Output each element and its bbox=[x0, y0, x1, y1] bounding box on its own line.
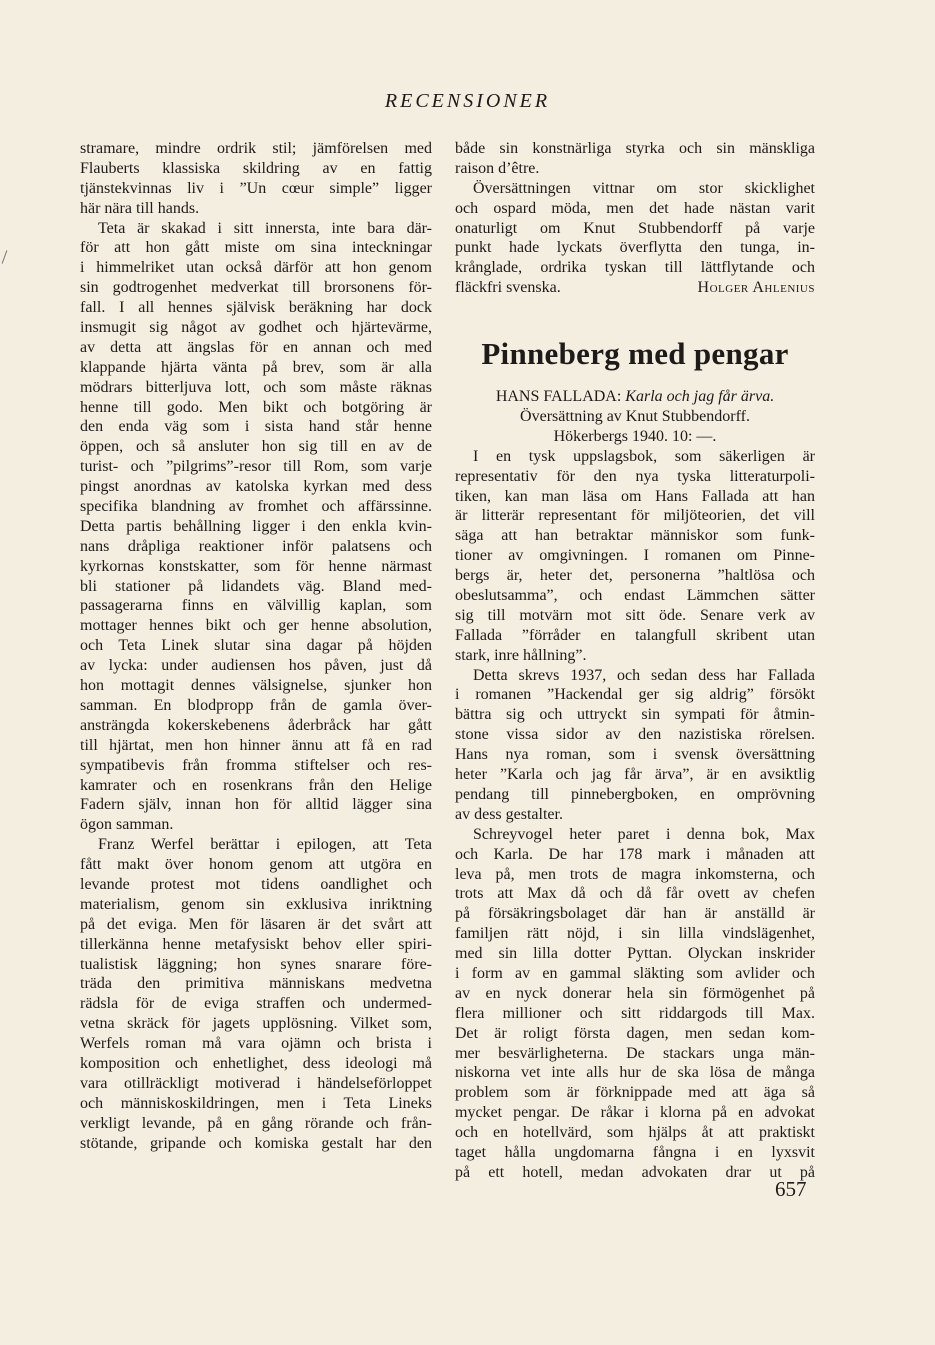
text-line: trots att Max då och då får ovett av chefen bbox=[455, 885, 815, 903]
text-line: problem som är förknippade med att äga så bbox=[455, 1084, 815, 1102]
review-body bbox=[455, 447, 815, 1183]
text-line: tualistisk läggning; hon synes snarare före- bbox=[80, 955, 432, 973]
text-line: på det eviga. Men för läsaren är det svårt att bbox=[80, 915, 432, 933]
text-line: familjen rätt nöjd, i sin lilla vindslägenhet, bbox=[455, 925, 815, 943]
text-line: punkt hade lyckats överflytta den tunga, in- bbox=[455, 239, 815, 257]
text-line: mottager hennes bikt och ger henne absolution, bbox=[80, 617, 432, 635]
byline-publisher: Hökerbergs 1940. 10: —. bbox=[553, 427, 717, 445]
text-line: Det är roligt första dagen, men sedan kom- bbox=[455, 1024, 815, 1042]
text-line: rädsla för de eviga straffen och undermed- bbox=[80, 995, 432, 1013]
text-line: raison d’être. bbox=[455, 159, 540, 177]
text-line: Fadern själv, innan hon för alltid lägger sina bbox=[80, 796, 432, 814]
text-line: stone vissa sidor av den nazistiska rörelsen. bbox=[455, 726, 815, 744]
text-line: leva på, men trots de magra inkomsterna, och bbox=[455, 865, 815, 883]
paragraph bbox=[455, 179, 815, 298]
paragraph bbox=[80, 139, 432, 219]
text-line: kamrater och en rosenkrans från den Helige bbox=[80, 776, 432, 794]
text-line: obeslutsamma”, och endast Lämmchen sätter bbox=[455, 587, 815, 605]
previous-review-ending bbox=[455, 139, 815, 298]
byline-translation: Översättning av Knut Stubbendorff. bbox=[520, 408, 750, 426]
text-line: levande protest mot tidens oandlighet och bbox=[80, 875, 432, 893]
text-line: stark, inre hållning”. bbox=[455, 646, 587, 664]
text-line: stötande, gripande och komiska gestalt har den bbox=[80, 1134, 432, 1152]
text-line: Översättningen vittnar om stor skicklighet bbox=[473, 179, 815, 197]
text-line: den enda väg som i sista hand står henne bbox=[80, 418, 432, 436]
review-byline bbox=[455, 387, 815, 447]
author-signature: Holger Ahlenius bbox=[697, 279, 815, 297]
text-line: heter ”Karla och jag får ärva”, är en avsiktlig bbox=[455, 766, 815, 784]
paragraph bbox=[455, 139, 815, 179]
text-line: och människoskildringen, men i Teta Lineks bbox=[80, 1094, 432, 1112]
text-line: av dess gestalter. bbox=[455, 805, 563, 823]
text-line: henne till godo. Men bikt och botgöring är bbox=[80, 398, 432, 416]
text-line: mödrars bitterljuva lott, och som måste räknas bbox=[80, 378, 432, 396]
paragraph bbox=[455, 447, 815, 666]
byline-book-title: Karla och jag får ärva. bbox=[625, 388, 775, 406]
text-line: på ett hotell, medan advokaten drar ut på bbox=[455, 1163, 815, 1181]
text-line: vara otillräckligt motiverad i händelseförloppet bbox=[80, 1074, 432, 1092]
text-line: Franz Werfel berättar i epilogen, att Teta bbox=[98, 836, 432, 854]
text-line: niskorna vet inte alls hur de ska lösa de många bbox=[455, 1064, 815, 1082]
text-line: tiken, kan man läsa om Hans Fallada att han bbox=[455, 487, 815, 505]
text-line: Flauberts klassiska skildring av en fattig bbox=[80, 159, 432, 177]
text-line: Werfels roman må vara ojämn och brista i bbox=[80, 1035, 432, 1053]
text-line: och Teta Linek slutar sina dagar på höjden bbox=[80, 637, 432, 655]
text-line: kyrkornas konstskatter, som för henne närmast bbox=[80, 557, 432, 575]
text-line: fått makt över honom genom att utgöra en bbox=[80, 856, 432, 874]
text-line: i romanen ”Hackendal ger sig aldrig” försökt bbox=[455, 686, 815, 704]
text-line: samman. En blodpropp från de gamla över- bbox=[80, 696, 432, 714]
text-line: ögon samman. bbox=[80, 816, 174, 834]
text-line: sin godtrogenhet medverkat till brorsonens för- bbox=[80, 279, 432, 297]
text-line: insmugit sig något av godhet och hjärtevärme, bbox=[80, 319, 432, 337]
byline-author: HANS FALLADA: bbox=[495, 388, 622, 406]
text-line: säga att han betraktar människor som funk- bbox=[455, 527, 815, 545]
text-line: stramare, mindre ordrik stil; jämförelsen med bbox=[80, 140, 432, 157]
text-line: materialism, genom sin exklusiva inriktning bbox=[80, 895, 432, 913]
text-line: mer besvärligheterna. De stackars unga män- bbox=[455, 1044, 815, 1062]
text-line: och ospard möda, men det hade nästan varit bbox=[455, 199, 815, 217]
text-line: bli stationer på lidandets väg. Bland med- bbox=[80, 577, 432, 595]
text-line: taget hålla ungdomarna fångna i en lyxsvit bbox=[455, 1143, 815, 1161]
text-line: av lycka: under audiensen hos påven, just då bbox=[80, 657, 432, 675]
text-line: klappande hjärta vänta på brev, som är alla bbox=[80, 358, 432, 376]
text-line: Detta skrevs 1937, och sedan dess har Fallada bbox=[473, 666, 815, 684]
margin-mark bbox=[2, 250, 8, 263]
paragraph bbox=[455, 825, 815, 1183]
text-line: nans dråpliga reaktioner inför palatsens och bbox=[80, 537, 432, 555]
text-line: är litterär representant för miljöteorien, det vill bbox=[455, 507, 815, 525]
text-line: av detta att ängslas för en annan och med bbox=[80, 338, 432, 356]
text-line: Fallada ”förråder en talangfull skribent utan bbox=[455, 626, 815, 644]
text-line: pendang till pinnebergboken, en omprövning bbox=[455, 785, 815, 803]
text-line: fall. I all hennes självisk beräkning har dock bbox=[80, 299, 432, 317]
text-line: turist- och ”pilgrims”-resor till Rom, som varje bbox=[80, 458, 432, 476]
text-line: sympatibevis från fromma stiftelser och res- bbox=[80, 756, 432, 774]
text-line: vetna skräck för jagets upplösning. Vilket som, bbox=[80, 1015, 432, 1033]
text-line: Teta är skakad i sitt innersta, inte bara där- bbox=[98, 219, 432, 237]
text-line: krånglade, ordrika tyskan till lättflytande och bbox=[455, 259, 815, 277]
text-line: komposition och enhetlighet, dess ideologi må bbox=[80, 1054, 432, 1072]
text-line: för att hon gått miste om sina inteckningar bbox=[80, 239, 432, 257]
text-line: med sin lilla dotter Pyttan. Olyckan inskrider bbox=[455, 945, 815, 963]
paragraph bbox=[80, 835, 432, 1153]
text-line: i himmelriket utan också därför att hon genom bbox=[80, 259, 432, 277]
text-line: av en nyck donerar hela sin förmögenhet på bbox=[455, 984, 815, 1002]
text-line: tioner av omgivningen. I romanen om Pinne- bbox=[455, 547, 815, 565]
text-line: ansträngda kokerskebenens åderbråck har gått bbox=[80, 716, 432, 734]
text-line: tillerkänna henne metafysiskt behov eller spiri- bbox=[80, 935, 432, 953]
text-line: Schreyvogel heter paret i denna bok, Max bbox=[473, 825, 815, 843]
paragraph bbox=[455, 666, 815, 825]
text-line: bergs är, heter det, personerna ”haltlösa och bbox=[455, 567, 815, 585]
text-line: hon mottagit dennes välsignelse, sjunker hon bbox=[80, 677, 432, 695]
text-line: specifika blandning av fromhet och affärssinne. bbox=[80, 498, 432, 516]
text-line: Hans nya roman, som i svensk översättning bbox=[455, 746, 815, 764]
text-line: här nära till hands. bbox=[80, 199, 200, 217]
text-line: både sin konstnärliga styrka och sin mänskliga bbox=[455, 140, 815, 157]
text-line: öppen, och så ansluter hon sig till en av de bbox=[80, 438, 432, 456]
text-line: pingst anordnas av katolska kyrkan med dess bbox=[80, 478, 432, 496]
text-line: och Karla. De har 178 mark i månaden att bbox=[455, 845, 815, 863]
text-line: passagerarna finns en välvillig kaplan, som bbox=[80, 597, 432, 615]
right-column bbox=[455, 139, 815, 1183]
running-head: RECENSIONER bbox=[384, 90, 551, 112]
text-line: på försäkringsbolaget där han är anställd är bbox=[455, 905, 815, 923]
text-line: flera millioner och sitt riddargods till Max. bbox=[455, 1004, 815, 1022]
text-line: i form av en gammal släkting som avlider och bbox=[455, 964, 815, 982]
text-line: sig till motvärn mot sitt öde. Senare verk av bbox=[455, 606, 815, 624]
text-line: verkligt levande, på en gång rörande och från- bbox=[80, 1114, 432, 1132]
text-line: till hjärtat, men hon hinner ännu att få en rad bbox=[80, 736, 432, 754]
text-line bbox=[455, 278, 815, 298]
left-column bbox=[80, 139, 432, 1153]
text-line: tjänstekvinnas liv i ”Un cœur simple” ligger bbox=[80, 179, 432, 197]
review-title: Pinneberg med pengar bbox=[481, 336, 789, 372]
text-line: och en hotellvärd, som hjälps åt att praktiskt bbox=[455, 1124, 815, 1142]
text-line: onaturligt om Knut Stubbendorff på varje bbox=[455, 219, 815, 237]
text-line: representativ för den nya tyska litteraturpoli- bbox=[455, 467, 815, 485]
text-line: Detta partis behållning ligger i den enkla kvin- bbox=[80, 517, 432, 535]
byline-author-book bbox=[455, 387, 815, 407]
text-line: bättra sig och uttryckt sin sympati för åtmin- bbox=[455, 706, 815, 724]
page-number: 657 bbox=[775, 1177, 807, 1201]
text-line: träda den primitiva människans medvetna bbox=[80, 975, 432, 993]
text-line: I en tysk uppslagsbok, som säkerligen är bbox=[473, 447, 815, 465]
text-line: mycket pengar. De råkar i klorna på en advokat bbox=[455, 1104, 815, 1122]
text-line-content: fläckfri svenska. bbox=[455, 279, 561, 297]
paragraph bbox=[80, 219, 432, 836]
